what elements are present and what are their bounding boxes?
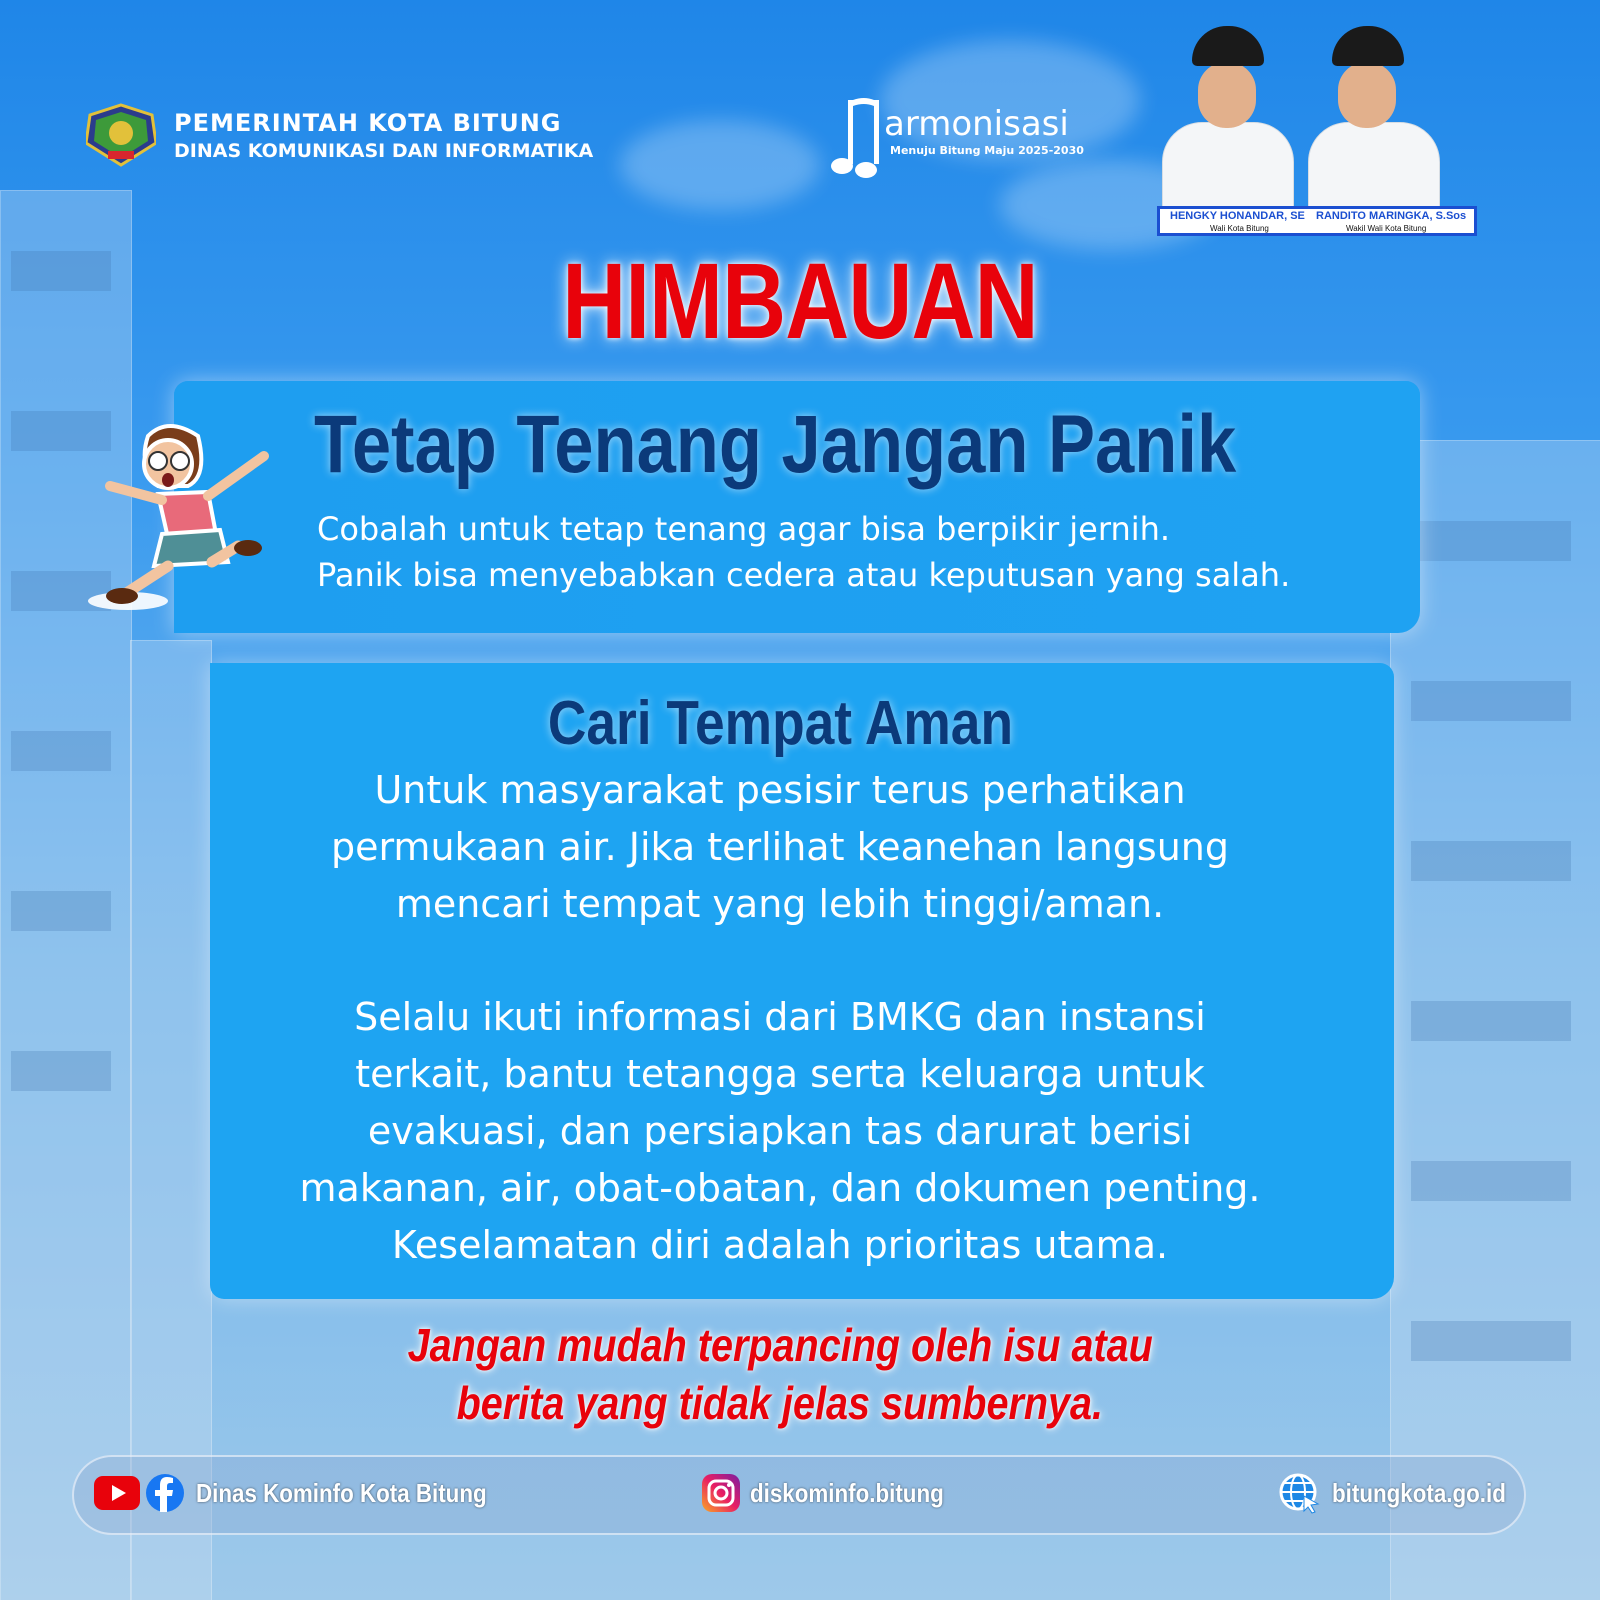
warning-text: Jangan mudah terpancing oleh isu atau bbox=[407, 1319, 1153, 1371]
facebook-icon[interactable] bbox=[146, 1474, 184, 1512]
panel-safe-place-text: Keselamatan diri adalah prioritas utama. bbox=[391, 1223, 1169, 1267]
leader2-role: Wakil Wali Kota Bitung bbox=[1346, 224, 1427, 233]
org-line1: PEMERINTAH KOTA BITUNG bbox=[174, 109, 562, 137]
warning-line bbox=[0, 1318, 1560, 1372]
org-line2: DINAS KOMUNIKASI DAN INFORMATIKA bbox=[174, 140, 594, 162]
leaders-name-badge bbox=[1157, 206, 1477, 236]
panel-safe-place-text: mencari tempat yang lebih tinggi/aman. bbox=[395, 882, 1165, 926]
panel-calm-text: Cobalah untuk tetap tenang agar bisa berpikir jernih. bbox=[317, 510, 1171, 548]
running-girl-icon bbox=[88, 416, 278, 621]
panel-safe-place-heading-text: Cari Tempat Aman bbox=[547, 689, 1013, 758]
globe-icon[interactable] bbox=[1278, 1472, 1320, 1514]
leader1-role: Wali Kota Bitung bbox=[1210, 224, 1269, 233]
instagram-icon[interactable] bbox=[702, 1474, 740, 1512]
panel-safe-place-heading bbox=[0, 688, 1560, 759]
org-name bbox=[174, 108, 593, 164]
panel-safe-place-text: makanan, air, obat-obatan, dan dokumen penting. bbox=[299, 1166, 1261, 1210]
harmonisasi-word: armonisasi bbox=[884, 104, 1069, 144]
harmonisasi-tagline: Menuju Bitung Maju 2025-2030 bbox=[890, 144, 1084, 157]
panel-safe-place-text: evakuasi, dan persiapkan tas darurat berisi bbox=[367, 1109, 1193, 1153]
panel-safe-place-text: Selalu ikuti informasi dari BMKG dan instansi bbox=[354, 995, 1206, 1039]
warning-text: berita yang tidak jelas sumbernya. bbox=[456, 1377, 1104, 1429]
panel-safe-place-text: terkait, bantu tetangga serta keluarga untuk bbox=[355, 1052, 1205, 1096]
leader-portrait bbox=[1300, 18, 1450, 218]
social-name-link[interactable]: Dinas Kominfo Kota Bitung bbox=[196, 1478, 487, 1508]
panel-calm-heading: Tetap Tenang Jangan Panik bbox=[314, 399, 1237, 490]
panel-safe-place-text: permukaan air. Jika terlihat keanehan langsung bbox=[330, 825, 1230, 869]
music-note-icon bbox=[828, 96, 888, 180]
leader1-name: HENGKY HONANDAR, SE bbox=[1170, 210, 1305, 222]
harmonisasi-logo bbox=[828, 96, 1098, 180]
youtube-icon[interactable] bbox=[94, 1476, 140, 1510]
leader-portrait bbox=[1150, 18, 1300, 218]
leader2-name: RANDITO MARINGKA, S.Sos bbox=[1316, 210, 1467, 222]
warning-line bbox=[0, 1376, 1560, 1430]
page-title: HIMBAUAN bbox=[562, 240, 1038, 361]
website-link[interactable]: bitungkota.go.id bbox=[1332, 1478, 1506, 1508]
panel-safe-place-text: Untuk masyarakat pesisir terus perhatikan bbox=[374, 768, 1186, 812]
emblem-icon bbox=[86, 103, 156, 167]
instagram-handle-link[interactable]: diskominfo.bitung bbox=[750, 1478, 944, 1508]
panel-calm-text: Panik bisa menyebabkan cedera atau keputusan yang salah. bbox=[317, 556, 1291, 594]
